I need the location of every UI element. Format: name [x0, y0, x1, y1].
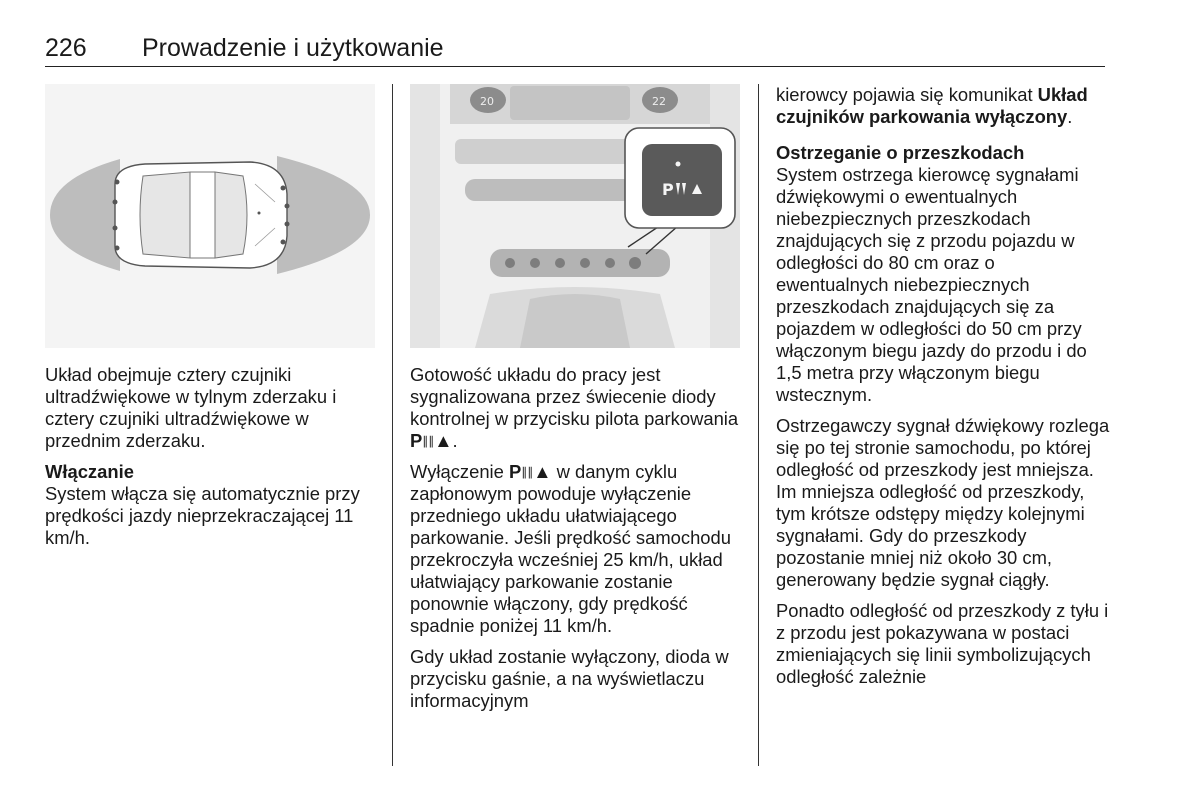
enabling-paragraph: System włącza się automatycznie przy prędkości jazdy nieprzekraczającej 11 km/h. [45, 483, 360, 548]
disable-lead: Wyłączenie [410, 461, 509, 482]
figure-center-console [410, 84, 740, 348]
message-end: . [1067, 106, 1073, 127]
message-paragraph [776, 84, 1111, 128]
text-column-2 [410, 364, 745, 721]
symbol-waves: ∥∥ [422, 434, 435, 448]
parking-symbol [410, 430, 452, 451]
display-message: Układ czujników parkowania wyłączony [776, 84, 1088, 127]
readiness-text: Gotowość układu do pracy jest sygnalizowana przez świecenie diody kontrolnej w przycisku pilota parkowania [410, 364, 739, 429]
page-number: 226 [45, 34, 87, 62]
obstacle-warning-paragraph: System ostrzega kierowcę sygnałami dźwiękowymi o ewentualnych niebezpiecznych przeszkodach znajdujących się z przodu pojazdu w odległości do 80 cm oraz o ewentualnych niebezpiecznych przeszkodach znajdujących się za pojazdem w odległości do 50 cm przy włączonym biegu jazdy do przodu i do 1,5 metra przy włączonym biegu wstecznym. [776, 164, 1087, 405]
symbol-waves: ∥∥ [521, 465, 534, 479]
disable-text: w danym cyklu zapłonowym powoduje wyłączenie przedniego układu ułatwiającego parkowanie. Jeśli prędkość samochodu przekroczyła wcześniej 25 km/h, układ ułatwiający parkowanie zostanie ponownie włączony, gdy prędkość spadnie poniżej 11 km/h. [410, 461, 731, 636]
message-lead: kierowcy pojawia się komunikat [776, 84, 1038, 105]
button-led [676, 162, 681, 167]
page-header [45, 32, 1105, 67]
column-divider [758, 84, 759, 766]
symbol-triangle: ▲ [434, 430, 453, 451]
right-temp-label: 22 [652, 95, 666, 108]
console-illustration [410, 84, 740, 348]
symbol-p: P [410, 430, 423, 451]
signal-paragraph: Ostrzegawczy sygnał dźwiękowy rozlega się po tej stronie samochodu, po której odległość od przeszkody jest mniejsza. Im mniejsza odległość od przeszkody, tym krótsze odstępy między kolejnymi sygnałami. Gdy do przeszkody pozostanie mniej niż około 30 cm, generowany będzie sygnał ciągły. [776, 415, 1110, 590]
section-heading-obstacle-warning: Ostrzeganie o przeszkodach [776, 142, 1025, 163]
chapter-title: Prowadzenie i użytkowanie [142, 34, 444, 62]
text-column-1 [45, 364, 380, 558]
off-paragraph: Gdy układ zostanie wyłączony, dioda w przycisku gaśnie, a na wyświetlaczu informacyjnym [410, 646, 729, 711]
figure-parking-sensor-zones [45, 84, 375, 348]
parking-symbol [509, 461, 551, 482]
distance-display-paragraph: Ponadto odległość od przeszkody z tyłu i z przodu jest pokazywana w postaci zmieniających się linii symbolizujących odległość zależnie [776, 600, 1109, 687]
car-body [115, 162, 287, 268]
readiness-end: . [452, 430, 458, 451]
symbol-p: P [508, 461, 522, 482]
button-p-glyph: P [662, 180, 674, 199]
readiness-paragraph [410, 364, 745, 452]
intro-paragraph: Układ obejmuje cztery czujniki ultradźwiękowe w tylnym zderzaku i cztery czujniki ultradźwiękowe w przednim zderzaku. [45, 364, 337, 451]
section-heading-enabling: Włączanie [45, 461, 134, 482]
car-top-view-illustration [45, 84, 375, 348]
disable-paragraph [410, 461, 745, 637]
symbol-triangle: ▲ [533, 461, 552, 482]
left-temp-label: 20 [480, 95, 494, 108]
text-column-3 [776, 84, 1111, 697]
column-divider [392, 84, 393, 766]
parking-assist-button [642, 144, 722, 216]
